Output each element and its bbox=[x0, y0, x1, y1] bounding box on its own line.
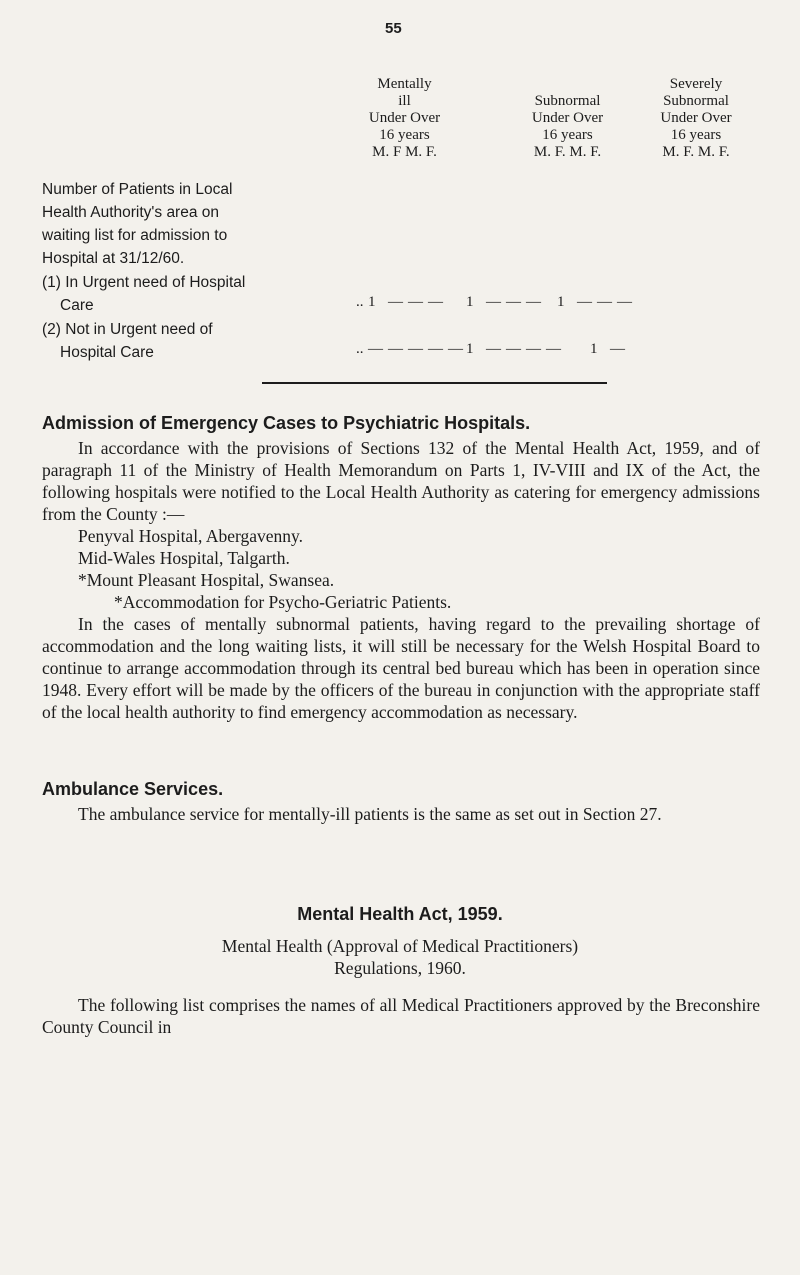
hospital-item: Penyval Hospital, Abergavenny. bbox=[78, 526, 304, 546]
table-intro-line: waiting list for admission to bbox=[42, 227, 228, 244]
table-cell: — bbox=[610, 341, 625, 357]
table-intro bbox=[42, 178, 232, 270]
col-heading-line: ill bbox=[398, 93, 411, 109]
regulations-title-line: Regulations, 1960. bbox=[334, 958, 466, 978]
section-heading-admission: Admission of Emergency Cases to Psychiatric Hospitals. bbox=[42, 413, 531, 433]
col-heading-line: Mentally bbox=[377, 76, 432, 92]
table-cell: — bbox=[486, 294, 501, 310]
regulations-title-line: Mental Health (Approval of Medical Practitioners) bbox=[221, 936, 579, 956]
table-intro-line: Hospital at 31/12/60. bbox=[42, 250, 185, 267]
column-group-mentally-ill bbox=[352, 76, 457, 161]
col-heading-line: Under Over bbox=[368, 110, 441, 126]
row-label-line: Hospital Care bbox=[60, 344, 154, 361]
col-heading-line: 16 years bbox=[542, 127, 593, 143]
row-label-line: Care bbox=[60, 297, 94, 314]
row-label-line: (1) In Urgent need of Hospital bbox=[42, 274, 246, 291]
hospital-item: *Mount Pleasant Hospital, Swansea. bbox=[78, 570, 335, 590]
col-heading-line: Subnormal bbox=[663, 93, 729, 109]
table-cell: 1 bbox=[466, 341, 474, 357]
paragraph-admission: In accordance with the provisions of Sections 132 of the Mental Health Act, 1959, and of paragraph 11 of the Ministry of Health Memorandum on Parts 1, IV-VIII and IX of the Act, the following hospitals were notified to the Local Health Authority as catering for emergency admissions from the County :— bbox=[42, 438, 760, 524]
row-leader: .. bbox=[356, 294, 364, 310]
col-heading-line: M. F M. F. bbox=[372, 144, 437, 160]
section-heading-mental-health-act: Mental Health Act, 1959. bbox=[297, 904, 503, 924]
table-row-label bbox=[42, 271, 245, 317]
table-cell: — bbox=[506, 294, 521, 310]
table-cell: — bbox=[526, 294, 541, 310]
table-cell: — bbox=[408, 294, 423, 310]
table-cell: — bbox=[368, 341, 383, 357]
col-heading-line: M. F. M. F. bbox=[533, 144, 602, 160]
col-heading-line: M. F. M. F. bbox=[662, 144, 730, 160]
table-cell: — bbox=[486, 341, 501, 357]
regulations-title bbox=[0, 935, 800, 979]
table-cell: — bbox=[526, 341, 541, 357]
table-cell: 1 bbox=[466, 294, 474, 310]
table-cell: 1 bbox=[557, 294, 565, 310]
table-cell: — bbox=[617, 294, 632, 310]
section-divider bbox=[262, 382, 607, 384]
col-heading-line: Severely bbox=[669, 76, 723, 92]
column-group-subnormal bbox=[505, 76, 630, 161]
row-label-line: (2) Not in Urgent need of bbox=[42, 321, 213, 338]
table-cell: — bbox=[577, 294, 592, 310]
column-group-severely-subnormal bbox=[632, 76, 760, 161]
table-cell: 1 bbox=[590, 341, 598, 357]
section-heading-ambulance: Ambulance Services. bbox=[42, 779, 224, 799]
col-heading-line: 16 years bbox=[379, 127, 430, 143]
hospital-item: Mid-Wales Hospital, Talgarth. bbox=[78, 548, 290, 568]
paragraph-practitioners: The following list comprises the names of all Medical Practitioners approved by the Breconshire County Council in bbox=[42, 995, 760, 1037]
table-cell: — bbox=[506, 341, 521, 357]
table-cell: — bbox=[408, 341, 423, 357]
table-intro-line: Health Authority's area on bbox=[42, 204, 220, 221]
table-cell: — bbox=[388, 341, 403, 357]
hospital-list bbox=[78, 525, 451, 613]
col-heading-line: Under Over bbox=[660, 110, 732, 126]
col-heading-line: Subnormal bbox=[534, 93, 601, 109]
table-cell: — bbox=[388, 294, 403, 310]
page-number: 55 bbox=[385, 20, 402, 37]
table-row-label bbox=[42, 318, 213, 364]
col-heading-line bbox=[505, 76, 630, 93]
table-intro-line: Number of Patients in Local bbox=[42, 181, 233, 198]
paragraph-ambulance: The ambulance service for mentally-ill patients is the same as set out in Section 27. bbox=[78, 804, 662, 824]
table-cell: — bbox=[546, 341, 561, 357]
col-heading-line: 16 years bbox=[670, 127, 722, 143]
table-cell: 1 bbox=[368, 294, 376, 310]
row-leader: .. bbox=[356, 341, 364, 357]
table-cell: — bbox=[448, 341, 463, 357]
table-cell: — bbox=[428, 294, 443, 310]
table-cell: — bbox=[428, 341, 443, 357]
paragraph-subnormal: In the cases of mentally subnormal patients, having regard to the prevailing shortage of accommodation and the long waiting lists, it will still be necessary for the Welsh Hospital Board to continue to arrange accommodation through its central bed bureau which has been in operation since 1948. Every effort will be made by the officers of the bureau in conjunction with the appropriate staff of the local health authority to find emergency accommodation as necessary. bbox=[42, 614, 760, 722]
hospital-item: *Accommodation for Psycho-Geriatric Patients. bbox=[114, 592, 452, 612]
table-cell: — bbox=[597, 294, 612, 310]
col-heading-line: Under Over bbox=[531, 110, 604, 126]
